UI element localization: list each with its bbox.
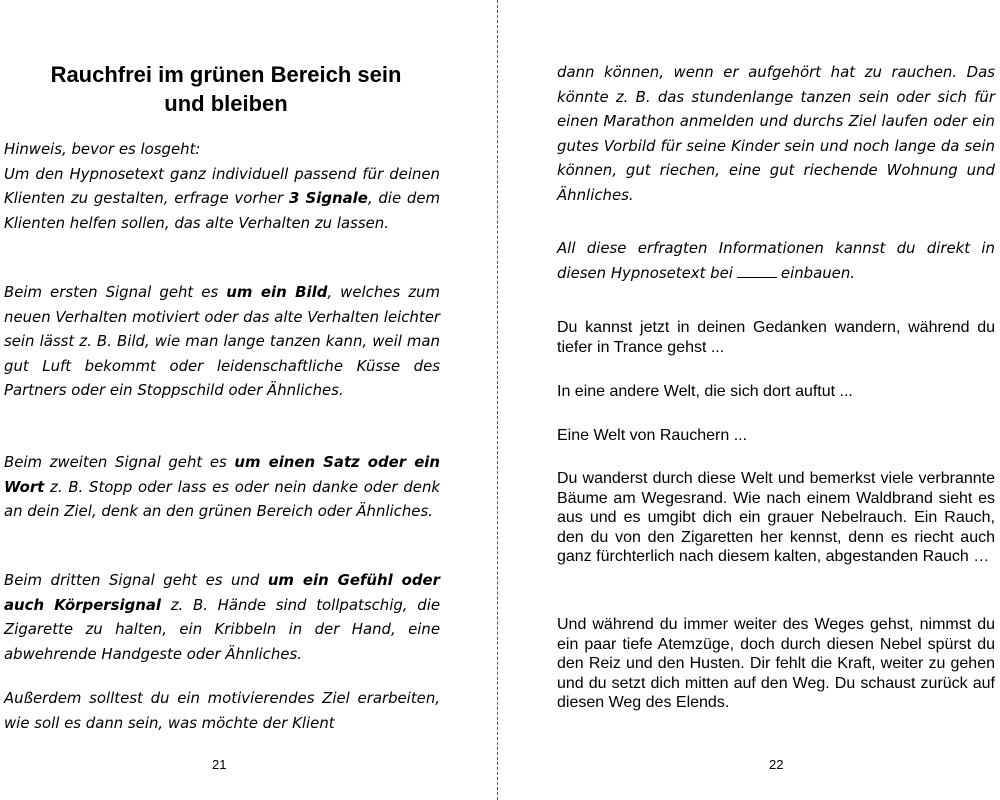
body-paragraph-3: Eine Welt von Rauchern ...	[557, 427, 748, 444]
signal-2-paragraph	[4, 450, 440, 524]
title-line-2: und bleiben	[164, 91, 288, 116]
left-page	[0, 0, 497, 800]
signal-2-bold: um einen Satz oder ein Wort	[4, 453, 440, 496]
intro-paragraph	[4, 137, 440, 235]
signal-3-bold: um ein Gefühl oder auch Körpersignal	[4, 571, 440, 614]
goal-paragraph: Außerdem solltest du ein motivierendes Ziel erarbeiten, wie soll es dann sein, was möchte der Klient	[4, 689, 440, 732]
right-page	[502, 0, 1000, 800]
intro-text-2: , die dem Klienten helfen sollen, das alte Verhalten zu lassen.	[4, 189, 440, 232]
signal-2-text-2: z. B. Stopp oder lass es oder nein danke oder denk an dein Ziel, denk an den grünen Bereich oder Ähnliches.	[4, 477, 440, 520]
info-text-2: einbauen.	[780, 263, 855, 282]
intro-bold: 3 Signale	[288, 189, 368, 207]
signal-2-text-1: Beim zweiten Signal geht es	[4, 453, 235, 471]
info-text-1: All diese erfragten Informationen kannst du direkt in diesen Hypnosetext bei	[557, 239, 995, 282]
signal-1-bold: um ein Bild	[226, 283, 328, 301]
signal-3-paragraph	[4, 568, 440, 666]
signal-3-text-1: Beim dritten Signal geht es und	[4, 571, 268, 589]
intro-text-1: Um den Hypnosetext ganz individuell passend für deinen Klienten zu gestalten, erfrage vorher	[4, 164, 440, 207]
info-paragraph	[557, 236, 995, 285]
body-paragraph-2: In eine andere Welt, die sich dort auftut ...	[557, 383, 853, 400]
body-paragraph-5: Und während du immer weiter des Weges gehst, nimmst du ein paar tiefe Atemzüge, doch durch diesen Nebel spürst du den Reiz und den Husten. Dir fehlt die Kraft, weiter zu gehen und du setzt dich mitten auf den Weg. Du schaust zurück auf diesen Weg des Elends.	[557, 616, 995, 711]
goal-continued-paragraph: dann können, wenn er aufgehört hat zu rauchen. Das könnte z. B. das stundenlange tanzen sein oder sich für einen Marathon anmelden und durchs Ziel laufen oder ein gutes Vorbild für seine Kinder sein und noch lange da sein können, gut riechen, eine gut riechende Wohnung und Ähnliches.	[557, 63, 995, 204]
signal-3-text-2: z. B. Hände sind tollpatschig, die Zigarette zu halten, ein Kribbeln in der Hand, eine abwehrende Handgeste oder Ähnliches.	[4, 595, 440, 663]
signal-1-text-1: Beim ersten Signal geht es	[4, 283, 227, 301]
page-title	[8, 60, 444, 118]
intro-heading: Hinweis, bevor es losgeht:	[4, 140, 201, 158]
body-paragraph-4: Du wanderst durch diese Welt und bemerkst viele verbrannte Bäume am Wegesrand. Wie nach einem Waldbrand sieht es aus und es umgibt dich ein grauer Nebelrauch. Ein Rauch, den du von den Zigaretten her kennst, denn es riecht auch ganz fürchterlich nach diesem kalten, abgestanden Rauch …	[557, 470, 995, 565]
page-divider	[497, 0, 498, 800]
body-paragraph-1: Du kannst jetzt in deinen Gedanken wandern, während du tiefer in Trance gehst ...	[557, 319, 995, 356]
title-line-1: Rauchfrei im grünen Bereich sein	[50, 62, 402, 87]
placeholder-blank	[737, 263, 777, 278]
page-number-right: 22	[769, 757, 784, 772]
page-number-left: 21	[212, 757, 227, 772]
signal-1-text-2: , welches zum neuen Verhalten motiviert oder das alte Verhalten leichter sein lässt z. B. Bild, wie man lange tanzen kann, weil man gut Luft bekommt oder leidenschaftliche Küsse des Partners oder ein Stoppschild oder Ähnliches.	[4, 283, 440, 399]
signal-1-paragraph	[4, 280, 440, 403]
